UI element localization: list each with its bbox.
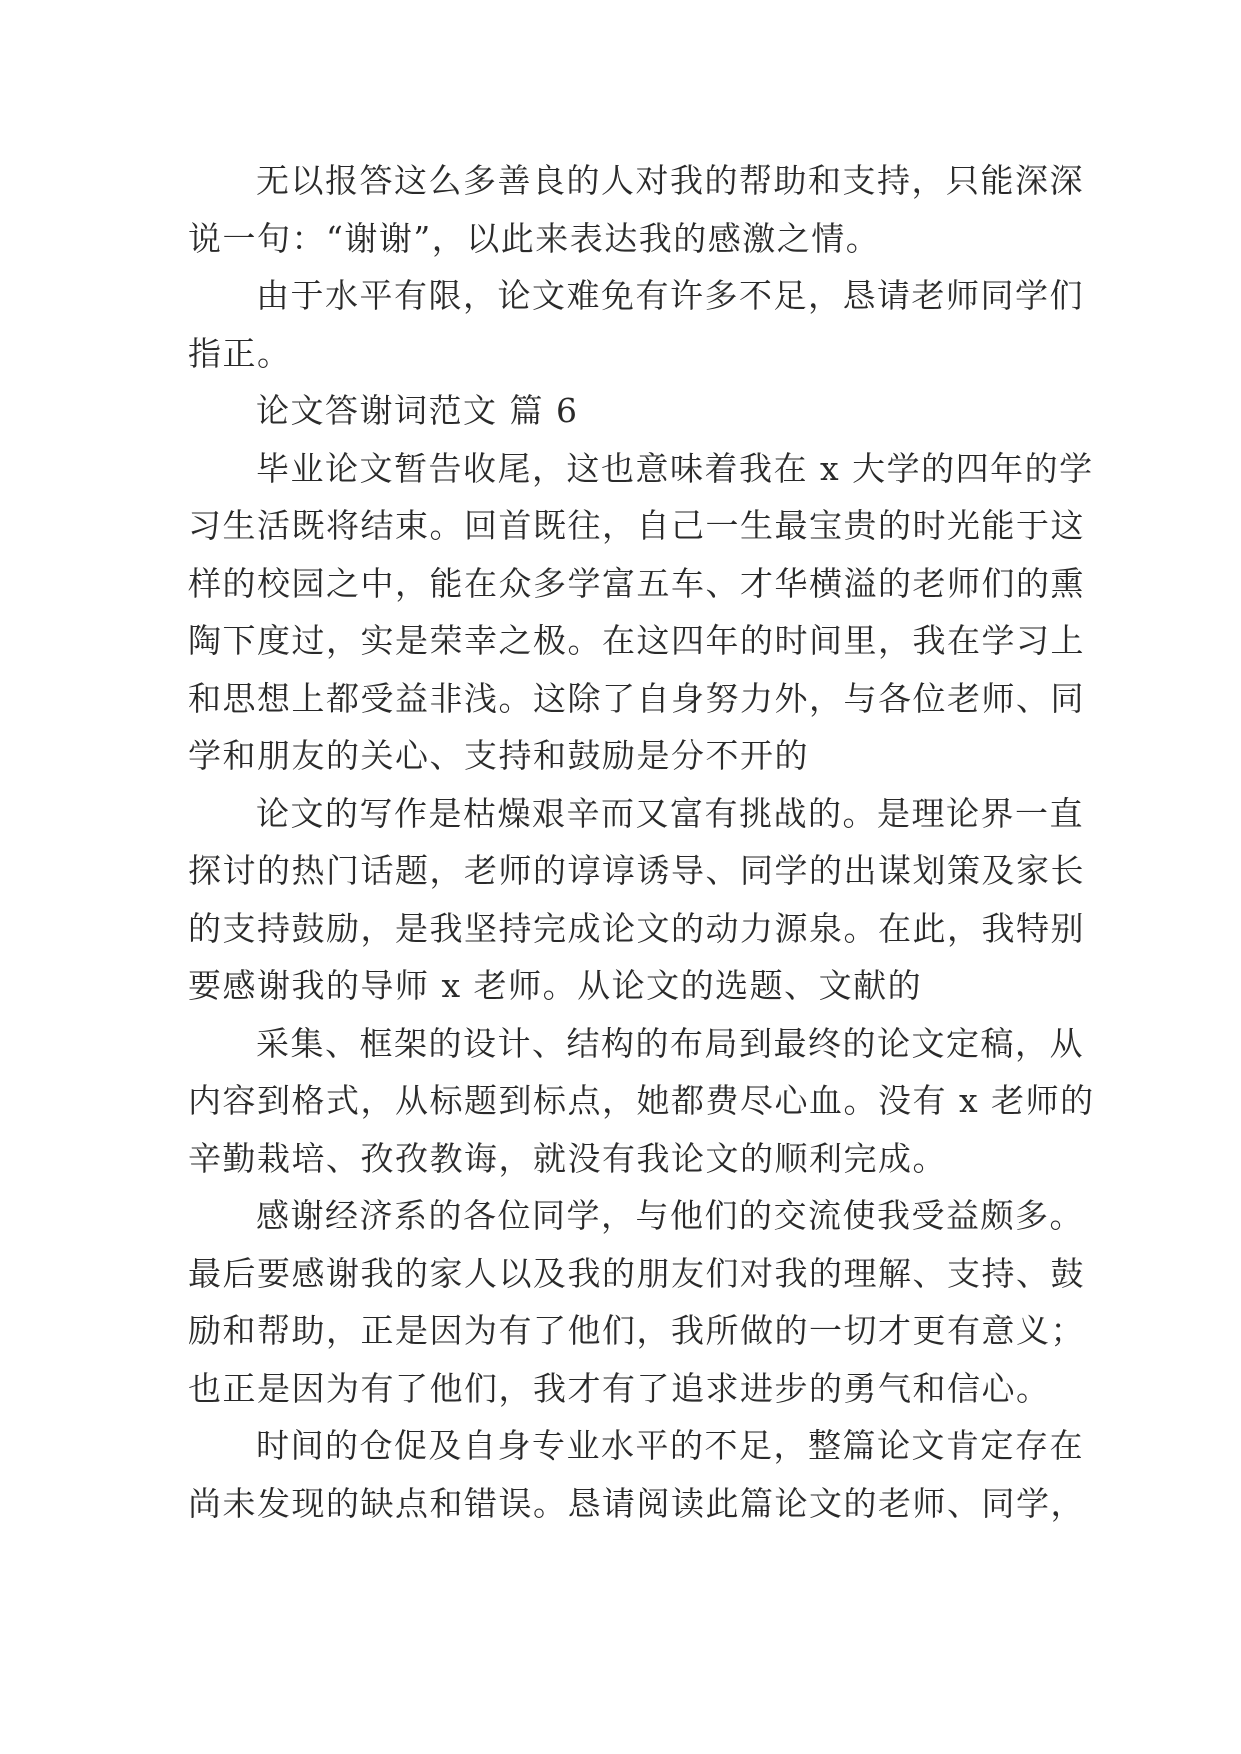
text-line: 采集、框架的设计、结构的布局到最终的论文定稿，从 bbox=[256, 1023, 1084, 1063]
document-body bbox=[188, 152, 1095, 1532]
text-line: 励和帮助，正是因为有了他们，我所做的一切才更有意义； bbox=[188, 1311, 1085, 1350]
text-line: 也正是因为有了他们，我才有了追求进步的勇气和信心。 bbox=[188, 1368, 1051, 1408]
text-line: 时间的仓促及自身专业水平的不足，整篇论文肯定存在 bbox=[256, 1426, 1084, 1465]
paragraph-advisor bbox=[188, 1015, 1095, 1188]
paragraph-thanks-closing bbox=[188, 152, 1084, 267]
text-line: 习生活既将结束。回首既往，自己一生最宝贵的时光能于这 bbox=[188, 506, 1085, 545]
text-line: 学和朋友的关心、支持和鼓励是分不开的 bbox=[188, 736, 809, 775]
text-line: 探讨的热门话题，老师的谆谆诱导、同学的出谋划策及家长 bbox=[188, 851, 1085, 890]
text-line: 陶下度过，实是荣幸之极。在这四年的时间里，我在学习上 bbox=[188, 621, 1085, 660]
text-line: 和思想上都受益非浅。这除了自身努力外，与各位老师、同 bbox=[188, 678, 1085, 718]
text-line: 感谢经济系的各位同学，与他们的交流使我受益颇多。 bbox=[256, 1196, 1084, 1235]
text-line: 指正。 bbox=[188, 333, 292, 373]
paragraph-graduation bbox=[188, 440, 1094, 785]
text-line: 论文的写作是枯燥艰辛而又富有挑战的。是理论界一直 bbox=[256, 793, 1084, 833]
text-line: 要感谢我的导师 x 老师。从论文的选题、文献的 bbox=[188, 966, 923, 1005]
text-line: 的支持鼓励，是我坚持完成论文的动力源泉。在此，我特别 bbox=[188, 908, 1085, 948]
text-line: 内容到格式，从标题到标点，她都费尽心血。没有 x 老师的 bbox=[188, 1081, 1095, 1120]
paragraph-apology bbox=[188, 267, 1084, 382]
text-line: 样的校园之中，能在众多学富五车、才华横溢的老师们的熏 bbox=[188, 563, 1085, 603]
section-heading: 论文答谢词范文 篇 6 bbox=[256, 391, 579, 430]
text-line: 无以报答这么多善良的人对我的帮助和支持，只能深深 bbox=[256, 161, 1084, 200]
text-line: 毕业论文暂告收尾，这也意味着我在 x 大学的四年的学 bbox=[256, 448, 1094, 488]
text-line: 辛勤栽培、孜孜教诲，就没有我论文的顺利完成。 bbox=[188, 1138, 947, 1178]
paragraph-writing bbox=[188, 785, 1085, 1015]
paragraph-classmates-family bbox=[188, 1187, 1085, 1417]
text-line: 最后要感谢我的家人以及我的朋友们对我的理解、支持、鼓 bbox=[188, 1253, 1085, 1293]
paragraph-shortcomings bbox=[188, 1417, 1085, 1532]
text-line: 说一句：“谢谢”，以此来表达我的感激之情。 bbox=[188, 218, 881, 258]
text-line: 由于水平有限，论文难免有许多不足，恳请老师同学们 bbox=[256, 276, 1084, 315]
text-line: 尚未发现的缺点和错误。恳请阅读此篇论文的老师、同学， bbox=[188, 1483, 1085, 1523]
